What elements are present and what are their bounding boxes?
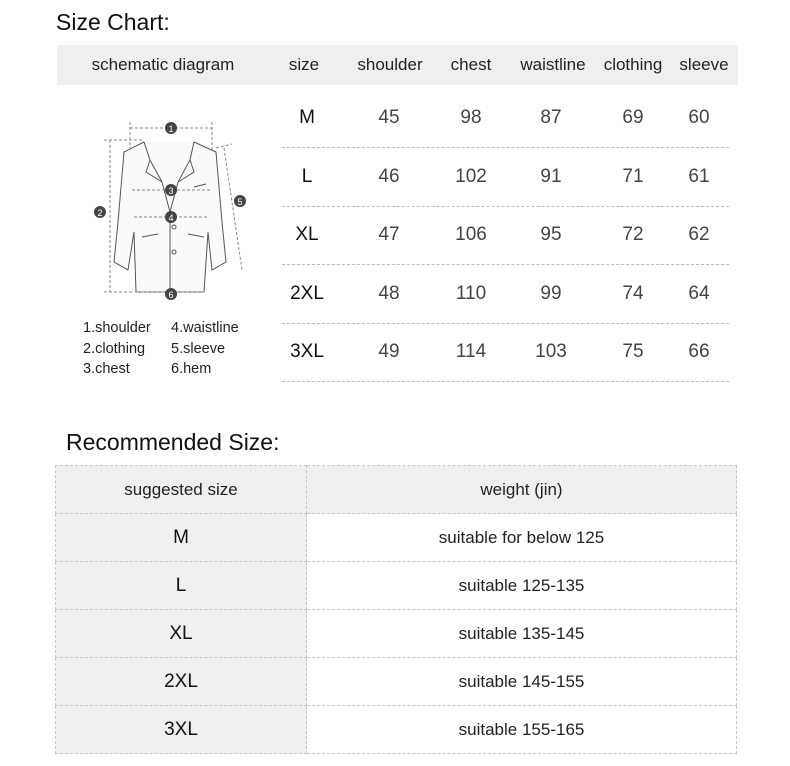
- size-cell: XL: [295, 224, 319, 245]
- legend-item: 6.hem: [171, 361, 212, 377]
- suggested-size-cell: M: [56, 514, 307, 562]
- marker-5: 5: [237, 197, 243, 207]
- measure-cell: 87: [540, 107, 562, 128]
- legend-item: 1.shoulder: [83, 320, 151, 336]
- table-row: [282, 265, 729, 324]
- table-row: [56, 562, 737, 610]
- table-row: [282, 89, 729, 148]
- marker-1: 1: [168, 124, 174, 134]
- measure-cell: 95: [540, 224, 562, 245]
- measure-cell: 45: [378, 107, 400, 128]
- measure-cell: 98: [460, 107, 482, 128]
- measure-cell: 60: [688, 107, 710, 128]
- measure-cell: 66: [688, 341, 710, 362]
- table-row: [56, 706, 737, 754]
- measure-cell: 110: [455, 282, 487, 304]
- measure-cell: 64: [688, 282, 710, 304]
- marker-3: 3: [168, 186, 174, 196]
- header-chest: chest: [450, 55, 492, 74]
- measure-cell: 62: [688, 224, 710, 245]
- measure-cell: 114: [455, 341, 487, 362]
- header-weight: weight (jin): [307, 466, 737, 514]
- weight-cell: suitable 145-155: [307, 658, 737, 706]
- measure-cell: 48: [378, 282, 400, 304]
- suggested-size-cell: XL: [56, 610, 307, 658]
- legend-item: 4.waistline: [171, 320, 239, 336]
- table-row: [282, 148, 729, 207]
- suggested-size-cell: 2XL: [56, 658, 307, 706]
- measure-cell: 49: [378, 341, 400, 362]
- table-row: [282, 206, 729, 265]
- weight-cell: suitable 135-145: [307, 610, 737, 658]
- jacket-diagram-icon: [84, 112, 284, 308]
- header-clothing: clothing: [603, 55, 663, 74]
- table-row: [282, 323, 729, 382]
- measure-cell: 71: [622, 165, 644, 187]
- table-row: [56, 610, 737, 658]
- measure-cell: 61: [688, 165, 710, 187]
- weight-cell: suitable for below 125: [307, 514, 737, 562]
- measure-cell: 74: [622, 282, 644, 304]
- header-size: size: [288, 55, 320, 74]
- size-cell: 2XL: [290, 282, 324, 304]
- legend-item: 2.clothing: [83, 340, 146, 357]
- measure-cell: 75: [622, 341, 644, 362]
- header-schematic: schematic diagram: [91, 55, 235, 74]
- measure-cell: 103: [535, 341, 567, 362]
- table-row: [56, 658, 737, 706]
- recommended-size-table: [55, 465, 737, 754]
- size-chart-title: Size Chart:: [56, 9, 170, 35]
- header-sleeve: sleeve: [679, 55, 729, 74]
- legend-item: 3.chest: [83, 361, 130, 377]
- marker-2: 2: [97, 208, 103, 218]
- legend-item: 5.sleeve: [171, 340, 226, 357]
- weight-cell: suitable 155-165: [307, 706, 737, 754]
- measure-cell: 46: [378, 165, 400, 187]
- size-cell: L: [301, 165, 313, 187]
- header-shoulder: shoulder: [357, 55, 423, 74]
- weight-cell: suitable 125-135: [307, 562, 737, 610]
- marker-6: 6: [168, 290, 174, 300]
- measure-cell: 102: [455, 165, 487, 187]
- table-header-row: [56, 466, 737, 514]
- size-cell: M: [299, 107, 315, 128]
- measure-cell: 91: [540, 165, 562, 187]
- measure-cell: 106: [455, 224, 487, 245]
- suggested-size-cell: L: [56, 562, 307, 610]
- recommended-size-title: Recommended Size:: [66, 429, 280, 455]
- size-cell: 3XL: [290, 341, 324, 362]
- table-row: [56, 514, 737, 562]
- measure-cell: 47: [378, 224, 400, 245]
- marker-4: 4: [168, 213, 174, 223]
- size-chart-header: [57, 45, 738, 85]
- header-suggested-size: suggested size: [56, 466, 307, 514]
- suggested-size-cell: 3XL: [56, 706, 307, 754]
- header-waistline: waistline: [520, 55, 586, 74]
- measure-cell: 72: [622, 224, 644, 245]
- diagram-legend: [83, 319, 273, 380]
- measure-cell: 99: [540, 282, 562, 304]
- measure-cell: 69: [622, 107, 644, 128]
